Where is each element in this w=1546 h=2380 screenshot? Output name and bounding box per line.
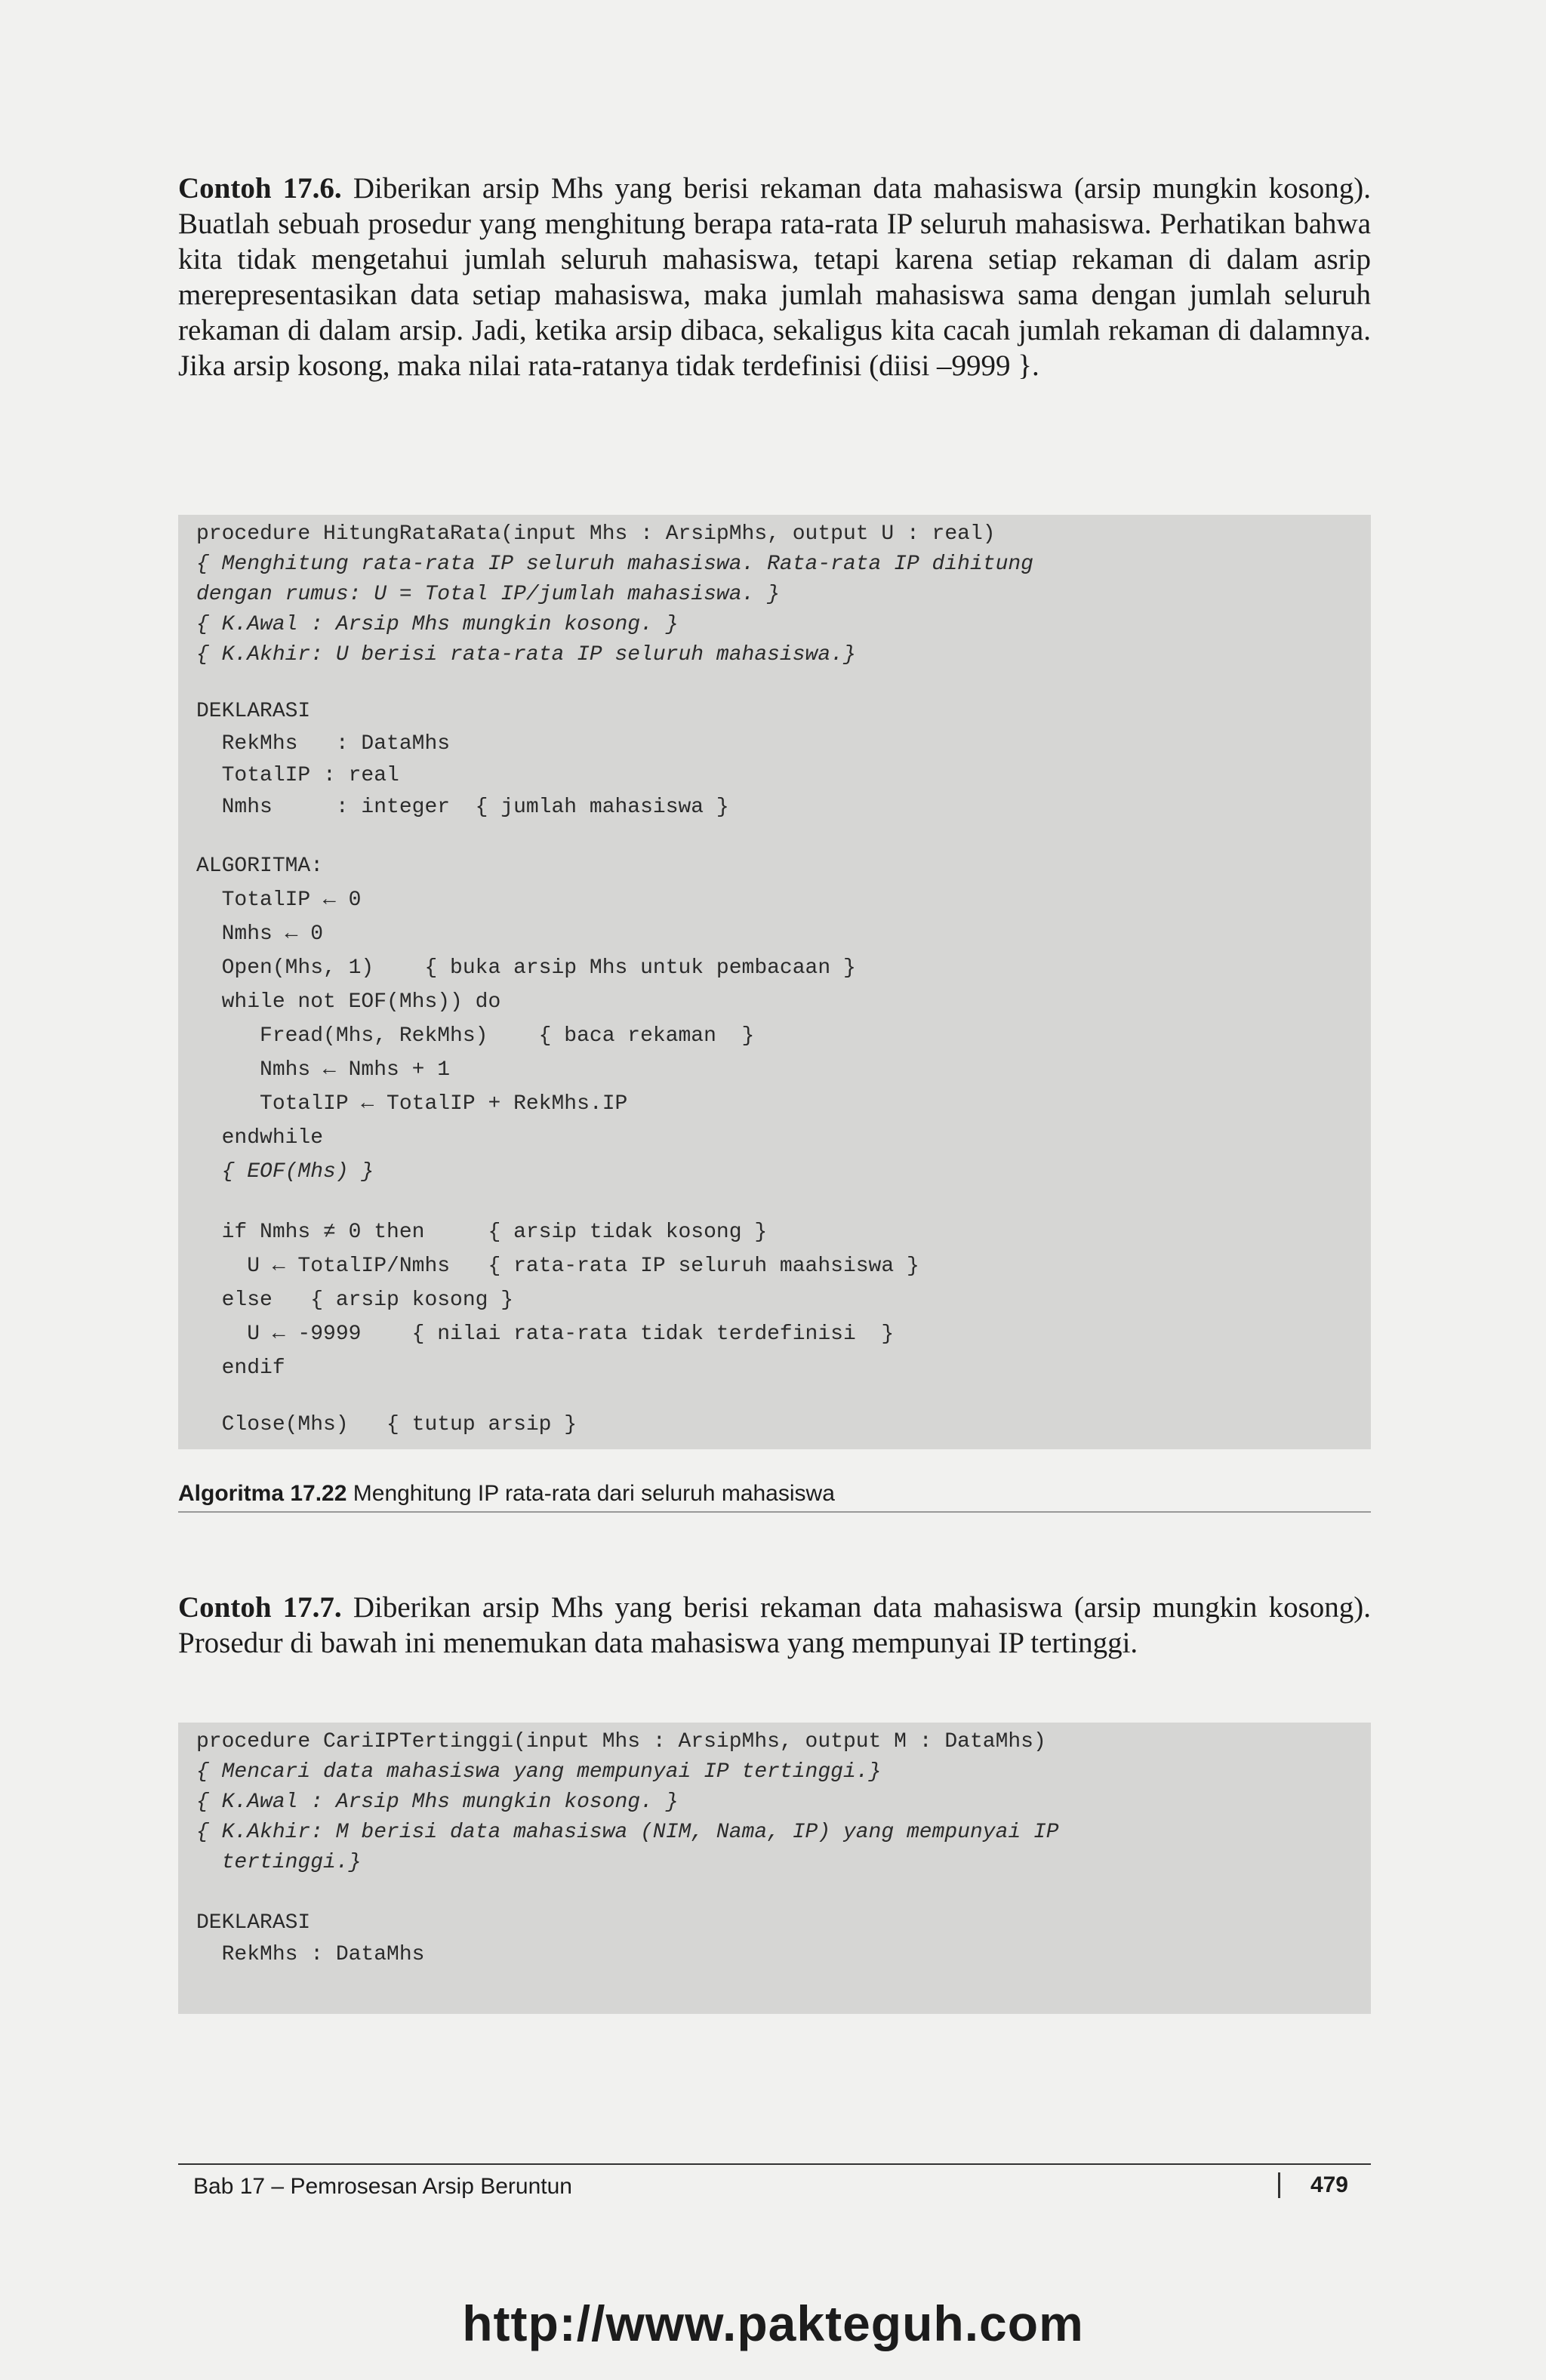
code-line: Fread(Mhs, RekMhs) { baca rekaman } [196,1024,755,1048]
code-line: endif [196,1356,285,1380]
example-17-6-text: Diberikan arsip Mhs yang berisi rekaman data mahasiswa (arsip mungkin kosong). Buatlah sebuah prosedur yang menghitung berapa rata-rata IP seluruh mahasiswa. Perhatikan bahwa kita tidak mengetahui jumlah seluruh mahasiswa, tetapi karena setiap rekaman di dalam asrip merepresentasikan data setiap mahasiswa, maka jumlah mahasiswa sama dengan jumlah seluruh rekaman di dalam arsip. Jadi, ketika arsip dibaca, sekaligus kita cacah jumlah rekaman di dalamnya. Jika arsip kosong, maka nilai rata-ratanya tidak terdefinisi (diisi –9999 }. [178,172,1371,382]
code-line: DEKLARASI [196,1911,311,1935]
code-line: U ← -9999 { nilai rata-rata tidak terdefinisi } [196,1322,895,1346]
cari-ip-tertinggi-code-block [178,1723,1371,2014]
code-line: { K.Akhir: M berisi data mahasiswa (NIM, Nama, IP) yang mempunyai IP [196,1821,1059,1844]
code-line: procedure HitungRataRata(input Mhs : ArsipMhs, output U : real) [196,522,996,546]
example-17-7-paragraph [178,1590,1371,1661]
code-line: endwhile [196,1126,324,1150]
code-line: DEKLARASI [196,700,311,723]
code-line: TotalIP ← 0 [196,888,362,912]
code-line: while not EOF(Mhs)) do [196,990,501,1014]
code-line: { K.Awal : Arsip Mhs mungkin kosong. } [196,1790,679,1814]
caption-text: Menghitung IP rata-rata dari seluruh mahasiswa [353,1481,835,1506]
example-17-7-label: Contoh 17.7. [178,1591,342,1624]
code-line: TotalIP : real [196,764,399,787]
algorithm-17-22-code-block [178,515,1371,1449]
algorithm-17-22-caption [178,1481,1371,1513]
code-line: dengan rumus: U = Total IP/jumlah mahasiswa. } [196,583,780,606]
code-line: { Menghitung rata-rata IP seluruh mahasiswa. Rata-rata IP dihitung [196,553,1033,576]
code-line: RekMhs : DataMhs [196,1943,425,1966]
code-line: { K.Akhir: U berisi rata-rata IP seluruh mahasiswa.} [196,643,856,667]
watermark-url: http://www.pakteguh.com [462,2295,1084,2351]
caption-label: Algoritma 17.22 [178,1481,347,1506]
example-17-6-label: Contoh 17.6. [178,172,342,205]
code-line: Close(Mhs) { tutup arsip } [196,1413,577,1436]
code-line: { EOF(Mhs) } [196,1160,374,1184]
code-line: U ← TotalIP/Nmhs { rata-rata IP seluruh maahsiswa } [196,1255,919,1278]
code-line: { Mencari data mahasiswa yang mempunyai IP tertinggi.} [196,1760,882,1784]
chapter-title: Bab 17 – Pemrosesan Arsip Beruntun [193,2174,572,2199]
code-line: { K.Awal : Arsip Mhs mungkin kosong. } [196,613,679,636]
code-line: Nmhs ← Nmhs + 1 [196,1058,451,1082]
code-line: procedure CariIPTertinggi(input Mhs : ArsipMhs, output M : DataMhs) [196,1730,1046,1753]
example-17-7-text: Diberikan arsip Mhs yang berisi rekaman data mahasiswa (arsip mungkin kosong). Prosedur di bawah ini menemukan data mahasiswa yang mempunyai IP tertinggi. [178,1591,1371,1659]
page-footer [178,2163,1371,2210]
code-line: Nmhs ← 0 [196,922,324,946]
code-line: ALGORITMA: [196,854,324,878]
code-line: Nmhs : integer { jumlah mahasiswa } [196,796,729,819]
code-line: if Nmhs ≠ 0 then { arsip tidak kosong } [196,1221,768,1244]
code-line: TotalIP ← TotalIP + RekMhs.IP [196,1092,628,1116]
code-line: tertinggi.} [196,1851,362,1874]
page-number: 479 [1278,2172,1348,2198]
code-line: Open(Mhs, 1) { buka arsip Mhs untuk pembacaan } [196,956,856,980]
example-17-6-paragraph [178,171,1371,383]
code-line: else { arsip kosong } [196,1289,514,1312]
code-line: RekMhs : DataMhs [196,732,451,756]
